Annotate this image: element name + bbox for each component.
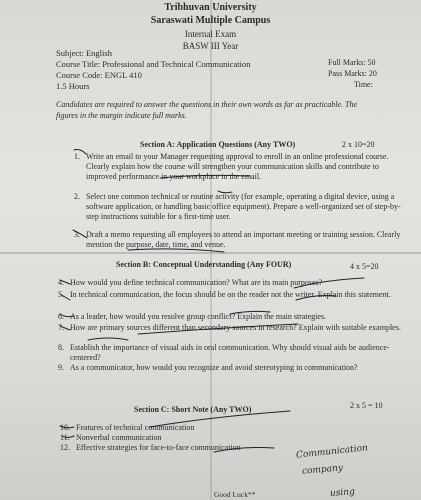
program-name: BASW III Year	[182, 41, 239, 51]
campus-name: Saraswati Multiple Campus	[150, 15, 271, 26]
question-number: 2.	[74, 192, 80, 201]
question-text: As a communicator, how would you recognize and avoid stereotyping in communication?	[70, 363, 358, 372]
question-number: 8.	[58, 343, 64, 352]
question-text: How are primary sources different than secondary sources in research? Explain with suitable examples.	[70, 323, 401, 332]
question-number: 5.	[58, 290, 64, 299]
pass-marks: Pass Marks: 20	[328, 69, 377, 78]
handwritten-note: Communication	[295, 443, 369, 461]
question-text: Select one common technical or routine activity (for example, operating a digital device, using a software application, or handling basic office equipment). Prepare a well-organized set of step-by-step instructions suitable for a first-time user.	[86, 192, 401, 221]
question-text: How would you define technical communication? What are its main purposes?	[70, 278, 323, 287]
question-number: 3.	[74, 230, 80, 239]
section-b-marks: 4 x 5=20	[350, 262, 379, 271]
section-a-marks: 2 x 10=20	[342, 140, 375, 149]
question-number: 1.	[74, 152, 80, 161]
instructions-line-1: Candidates are required to answer the questions in their own words as far as practicable. The	[56, 100, 358, 109]
question-text: As a leader, how would you resolve group conflict? Explain the main strategies.	[70, 312, 327, 321]
course-code: Course Code: ENGL 410	[56, 70, 142, 80]
question-number: 7.	[58, 323, 64, 332]
duration: 1.5 Hours	[56, 81, 90, 91]
question-number: 12.	[60, 443, 70, 452]
question-text: Write an email to your Manager requesting approval to enroll in an online professional course. Clearly explain how the course will strengthen your communication skills and contribute to improved performance in your workplace in the email.	[86, 152, 389, 181]
question-text: Nonverbal communication	[76, 433, 162, 442]
question-text: Effective strategies for face-to-face communication	[76, 443, 241, 452]
question-number: 11.	[60, 433, 70, 442]
exam-name: Internal Exam	[184, 29, 237, 39]
university-name: Tribhuvan University	[164, 2, 257, 13]
question-text: Draft a memo requesting all employees to attend an important meeting or training session. Clearly mention the purpose, date, time, and venue.	[86, 230, 401, 249]
section-c-title: Section C: Short Note (Any TWO)	[134, 405, 252, 414]
question-text: In technical communication, the focus should be on the reader not the writer. Explain this statement.	[70, 290, 391, 299]
question-text: Establish the importance of visual aids in oral communication. Why should visual aids be audience-centered?	[70, 343, 390, 362]
handwritten-note: using	[329, 487, 356, 499]
course-title: Course Title: Professional and Technical Communication	[56, 59, 251, 69]
question-number: 10.	[60, 423, 70, 432]
section-b-title: Section B: Conceptual Understanding (Any FOUR)	[116, 260, 292, 269]
handwritten-note: company	[301, 463, 344, 477]
question-number: 4.	[58, 278, 64, 287]
time-label: Time:	[354, 80, 373, 89]
section-c-marks: 2 x 5 = 10	[350, 401, 383, 410]
good-luck: Good Luck**	[214, 490, 256, 499]
question-number: 9.	[58, 363, 64, 372]
full-marks: Full Marks: 50	[328, 58, 376, 67]
section-a-title: Section A: Application Questions (Any TWO)	[140, 140, 296, 149]
question-text: Features of technical communication	[76, 423, 195, 432]
instructions-line-2: figures in the margin indicate full marks.	[56, 111, 187, 120]
question-number: 6.	[58, 312, 64, 321]
subject: Subject: English	[56, 48, 112, 58]
